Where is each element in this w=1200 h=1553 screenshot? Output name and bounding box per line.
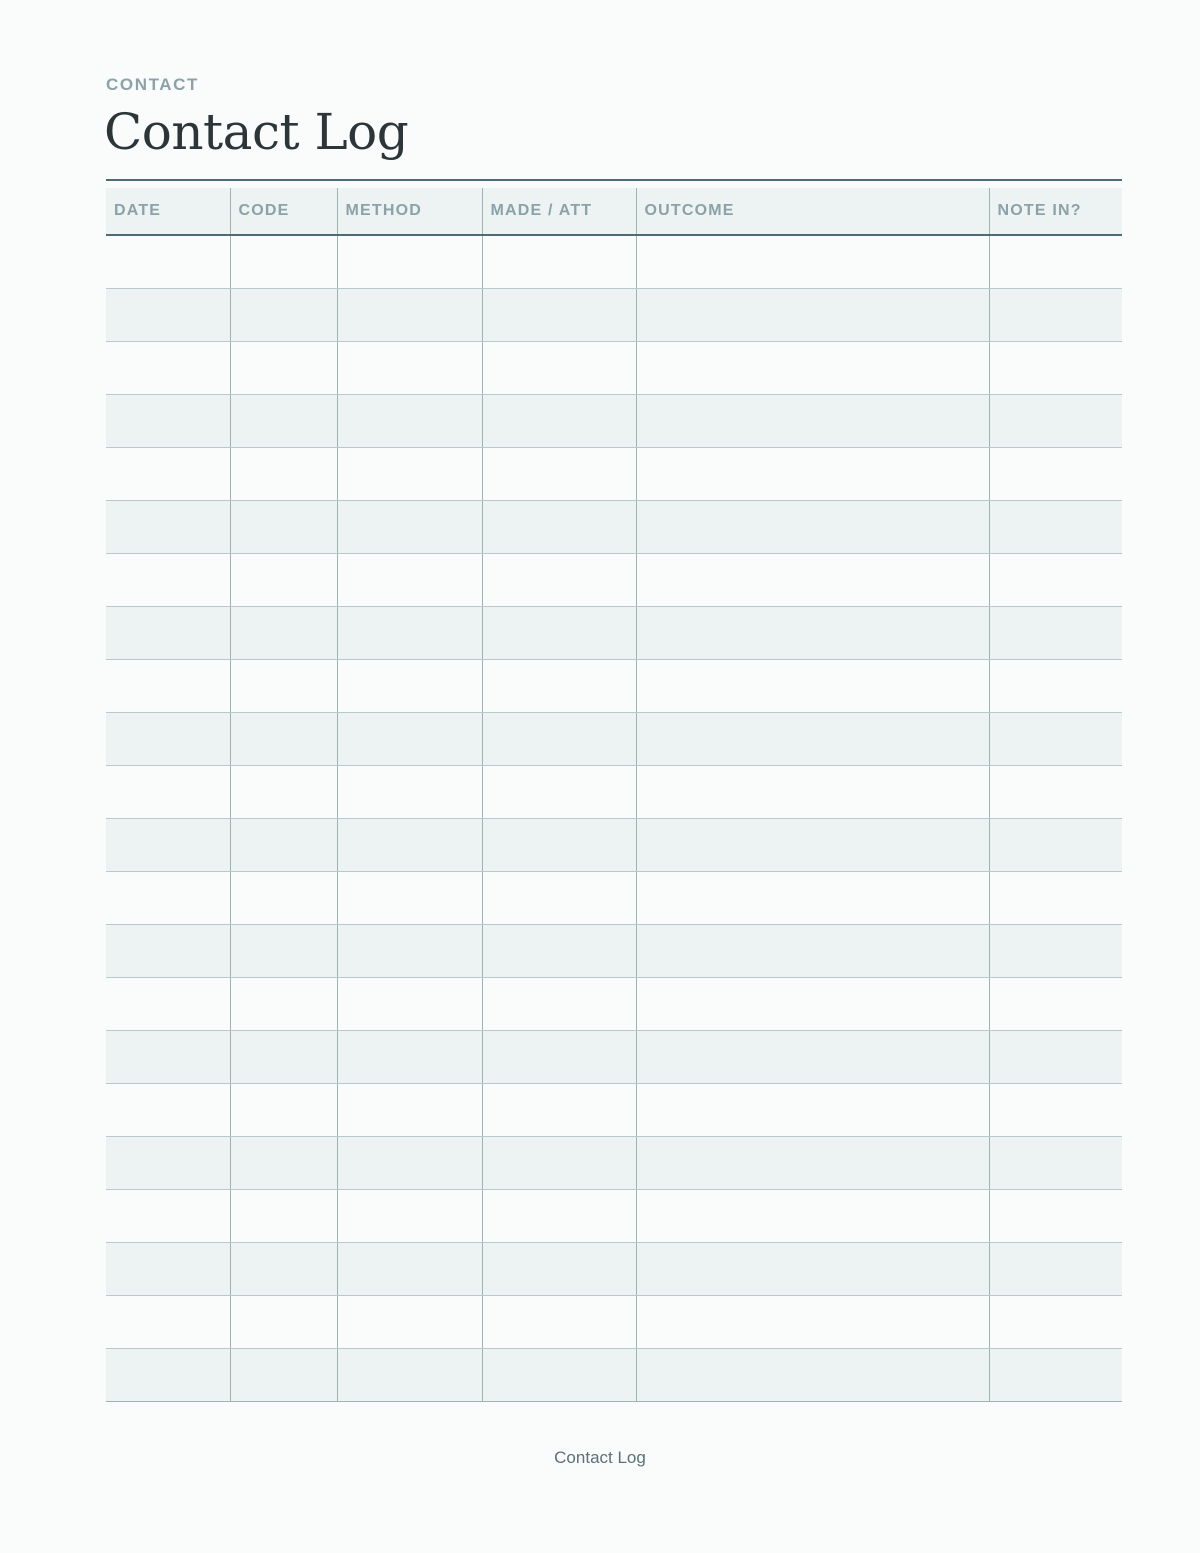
table-cell-made-att[interactable] [482, 872, 636, 925]
table-row [106, 554, 1122, 607]
table-cell-outcome[interactable] [636, 766, 989, 819]
table-cell-outcome[interactable] [636, 1296, 989, 1349]
table-cell-made-att[interactable] [482, 1137, 636, 1190]
table-header-row [106, 188, 1122, 235]
column-header-date: DATE [106, 188, 230, 235]
table-cell-method[interactable] [337, 607, 482, 660]
table-cell-code[interactable] [230, 660, 337, 713]
table-cell-date[interactable] [106, 819, 230, 872]
table-cell-date[interactable] [106, 554, 230, 607]
table-cell-code[interactable] [230, 1349, 337, 1402]
column-header-note-in: NOTE IN? [989, 188, 1122, 235]
table-cell-made-att[interactable] [482, 819, 636, 872]
table-cell-code[interactable] [230, 448, 337, 501]
table-cell-method[interactable] [337, 1190, 482, 1243]
table-row [106, 713, 1122, 766]
table-cell-date[interactable] [106, 289, 230, 342]
table-cell-note-in[interactable] [989, 1084, 1122, 1137]
table-cell-method[interactable] [337, 819, 482, 872]
table-cell-date[interactable] [106, 660, 230, 713]
table-cell-code[interactable] [230, 1296, 337, 1349]
table-cell-method[interactable] [337, 554, 482, 607]
table-row [106, 819, 1122, 872]
table-cell-outcome[interactable] [636, 289, 989, 342]
table-cell-outcome[interactable] [636, 1031, 989, 1084]
table-cell-code[interactable] [230, 342, 337, 395]
table-cell-note-in[interactable] [989, 554, 1122, 607]
table-row [106, 1349, 1122, 1402]
table-cell-made-att[interactable] [482, 978, 636, 1031]
table-cell-date[interactable] [106, 607, 230, 660]
column-header-outcome: OUTCOME [636, 188, 989, 235]
table-cell-method[interactable] [337, 235, 482, 289]
table-cell-made-att[interactable] [482, 1296, 636, 1349]
table-cell-date[interactable] [106, 501, 230, 554]
table-cell-note-in[interactable] [989, 395, 1122, 448]
table-cell-made-att[interactable] [482, 342, 636, 395]
table-cell-date[interactable] [106, 235, 230, 289]
table-cell-date[interactable] [106, 1031, 230, 1084]
table-cell-method[interactable] [337, 1296, 482, 1349]
table-row [106, 1296, 1122, 1349]
table-cell-made-att[interactable] [482, 766, 636, 819]
table-cell-outcome[interactable] [636, 978, 989, 1031]
column-header-method: METHOD [337, 188, 482, 235]
table-cell-note-in[interactable] [989, 766, 1122, 819]
table-cell-note-in[interactable] [989, 978, 1122, 1031]
table-cell-code[interactable] [230, 235, 337, 289]
table-cell-outcome[interactable] [636, 1084, 989, 1137]
table-cell-note-in[interactable] [989, 501, 1122, 554]
table-cell-date[interactable] [106, 448, 230, 501]
table-cell-made-att[interactable] [482, 1190, 636, 1243]
table-cell-note-in[interactable] [989, 1190, 1122, 1243]
table-row [106, 342, 1122, 395]
table-cell-method[interactable] [337, 501, 482, 554]
table-cell-date[interactable] [106, 1190, 230, 1243]
table-cell-code[interactable] [230, 289, 337, 342]
page-title: Contact Log [104, 103, 409, 161]
table-cell-outcome[interactable] [636, 660, 989, 713]
table-cell-made-att[interactable] [482, 395, 636, 448]
table-cell-outcome[interactable] [636, 872, 989, 925]
table-cell-made-att[interactable] [482, 448, 636, 501]
table-cell-outcome[interactable] [636, 713, 989, 766]
table-cell-note-in[interactable] [989, 1296, 1122, 1349]
table-cell-date[interactable] [106, 978, 230, 1031]
table-cell-method[interactable] [337, 342, 482, 395]
table-cell-made-att[interactable] [482, 235, 636, 289]
table-row [106, 607, 1122, 660]
table-row [106, 872, 1122, 925]
table-cell-method[interactable] [337, 1349, 482, 1402]
table-row [106, 1031, 1122, 1084]
column-header-made-att: MADE / ATT [482, 188, 636, 235]
table-cell-code[interactable] [230, 1243, 337, 1296]
table-cell-outcome[interactable] [636, 819, 989, 872]
table-cell-method[interactable] [337, 766, 482, 819]
table-row [106, 766, 1122, 819]
table-cell-method[interactable] [337, 395, 482, 448]
table-cell-code[interactable] [230, 766, 337, 819]
table-cell-date[interactable] [106, 713, 230, 766]
table-cell-made-att[interactable] [482, 554, 636, 607]
table-cell-code[interactable] [230, 395, 337, 448]
table-cell-code[interactable] [230, 978, 337, 1031]
table-cell-method[interactable] [337, 289, 482, 342]
table-cell-code[interactable] [230, 607, 337, 660]
table-cell-made-att[interactable] [482, 289, 636, 342]
table-cell-outcome[interactable] [636, 554, 989, 607]
table-cell-note-in[interactable] [989, 713, 1122, 766]
table-cell-outcome[interactable] [636, 1243, 989, 1296]
table-cell-note-in[interactable] [989, 872, 1122, 925]
table-cell-note-in[interactable] [989, 1243, 1122, 1296]
table-cell-note-in[interactable] [989, 660, 1122, 713]
table-row [106, 660, 1122, 713]
table-cell-outcome[interactable] [636, 607, 989, 660]
table-cell-note-in[interactable] [989, 235, 1122, 289]
table-cell-outcome[interactable] [636, 448, 989, 501]
table-cell-outcome[interactable] [636, 235, 989, 289]
table-cell-method[interactable] [337, 660, 482, 713]
table-cell-outcome[interactable] [636, 395, 989, 448]
table-cell-code[interactable] [230, 1190, 337, 1243]
contact-log-table [106, 188, 1122, 1402]
table-cell-made-att[interactable] [482, 607, 636, 660]
table-cell-note-in[interactable] [989, 1137, 1122, 1190]
table-row [106, 289, 1122, 342]
table-cell-made-att[interactable] [482, 1031, 636, 1084]
table-cell-note-in[interactable] [989, 1031, 1122, 1084]
table-cell-made-att[interactable] [482, 660, 636, 713]
table-cell-outcome[interactable] [636, 1349, 989, 1402]
table-cell-outcome[interactable] [636, 1190, 989, 1243]
table-cell-date[interactable] [106, 395, 230, 448]
table-cell-outcome[interactable] [636, 1137, 989, 1190]
table-cell-method[interactable] [337, 978, 482, 1031]
table-cell-note-in[interactable] [989, 925, 1122, 978]
table-cell-method[interactable] [337, 872, 482, 925]
table-cell-note-in[interactable] [989, 448, 1122, 501]
table-row [106, 1084, 1122, 1137]
table-cell-method[interactable] [337, 1031, 482, 1084]
table-cell-date[interactable] [106, 1084, 230, 1137]
table-cell-code[interactable] [230, 819, 337, 872]
table-cell-code[interactable] [230, 872, 337, 925]
table-cell-date[interactable] [106, 1296, 230, 1349]
table-cell-code[interactable] [230, 1031, 337, 1084]
table-cell-note-in[interactable] [989, 607, 1122, 660]
table-cell-outcome[interactable] [636, 925, 989, 978]
table-cell-method[interactable] [337, 1084, 482, 1137]
table-row [106, 925, 1122, 978]
table-cell-made-att[interactable] [482, 1243, 636, 1296]
table-cell-method[interactable] [337, 925, 482, 978]
table-row [106, 448, 1122, 501]
table-cell-made-att[interactable] [482, 501, 636, 554]
table-cell-made-att[interactable] [482, 1084, 636, 1137]
table-row [106, 235, 1122, 289]
table-cell-note-in[interactable] [989, 819, 1122, 872]
table-cell-code[interactable] [230, 925, 337, 978]
table-row [106, 1243, 1122, 1296]
table-body [106, 235, 1122, 1402]
table-cell-made-att[interactable] [482, 713, 636, 766]
table-cell-date[interactable] [106, 872, 230, 925]
table-cell-made-att[interactable] [482, 1349, 636, 1402]
table-row [106, 1190, 1122, 1243]
table-row [106, 501, 1122, 554]
table-cell-date[interactable] [106, 342, 230, 395]
table-cell-outcome[interactable] [636, 342, 989, 395]
table-cell-date[interactable] [106, 925, 230, 978]
table-cell-date[interactable] [106, 1349, 230, 1402]
table-row [106, 395, 1122, 448]
table-cell-outcome[interactable] [636, 501, 989, 554]
table-cell-date[interactable] [106, 1243, 230, 1296]
section-eyebrow: CONTACT [106, 75, 200, 94]
table-cell-method[interactable] [337, 713, 482, 766]
page-footer: Contact Log [554, 1448, 646, 1467]
table-cell-code[interactable] [230, 501, 337, 554]
table-cell-code[interactable] [230, 1084, 337, 1137]
table-cell-note-in[interactable] [989, 1349, 1122, 1402]
table-cell-note-in[interactable] [989, 289, 1122, 342]
table-cell-method[interactable] [337, 1243, 482, 1296]
table-row [106, 1137, 1122, 1190]
table-cell-code[interactable] [230, 1137, 337, 1190]
table-cell-code[interactable] [230, 554, 337, 607]
table-cell-method[interactable] [337, 448, 482, 501]
table-cell-made-att[interactable] [482, 925, 636, 978]
title-divider [106, 179, 1122, 181]
table-cell-code[interactable] [230, 713, 337, 766]
table-cell-note-in[interactable] [989, 342, 1122, 395]
table-cell-method[interactable] [337, 1137, 482, 1190]
table-row [106, 978, 1122, 1031]
column-header-code: CODE [230, 188, 337, 235]
table-cell-date[interactable] [106, 766, 230, 819]
table-cell-date[interactable] [106, 1137, 230, 1190]
